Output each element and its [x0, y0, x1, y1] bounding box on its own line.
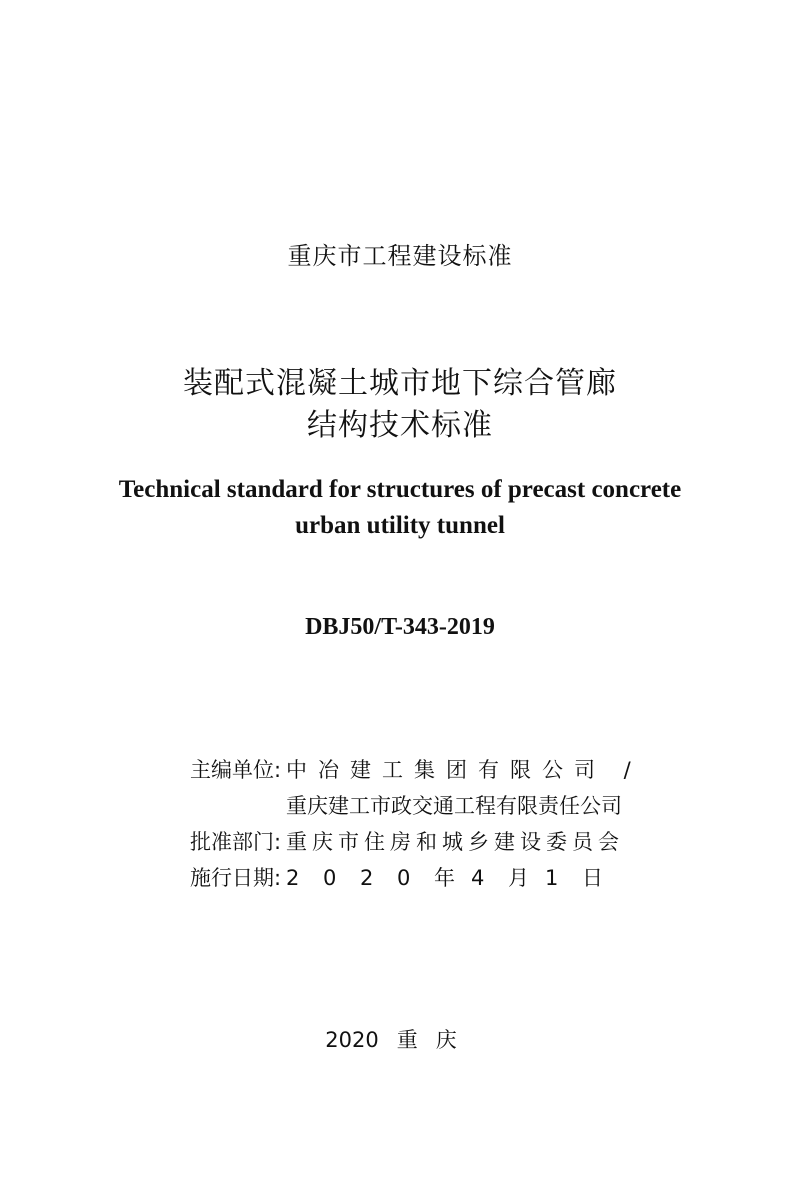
standard-series: 重庆市工程建设标准	[287, 242, 513, 270]
date-row	[190, 862, 619, 892]
editor-line-1: 中冶建工集团有限公司 /	[286, 758, 642, 782]
editor-row-2	[286, 790, 622, 820]
publication-footer	[0, 1024, 800, 1054]
approver-row	[190, 826, 624, 856]
date-char: 2	[360, 866, 374, 890]
standard-code: DBJ50/T-343-2019	[305, 614, 495, 640]
title-english-line-2: urban utility tunnel	[295, 512, 505, 539]
title-english-line-1: Technical standard for structures of precast concrete	[118, 476, 682, 503]
title-chinese-line-1: 装配式混凝土城市地下综合管廊	[183, 366, 617, 401]
date-value	[286, 862, 619, 892]
editor-label: 主编单位:	[190, 758, 282, 782]
title-chinese-line-2: 结构技术标准	[307, 408, 493, 443]
date-char: 年	[434, 866, 455, 890]
date-char: 日	[582, 866, 603, 890]
date-char: 月	[508, 866, 529, 890]
date-char: 1	[545, 866, 559, 890]
publication-city: 重庆	[396, 1028, 475, 1052]
date-char: 0	[397, 866, 411, 890]
editor-row	[190, 754, 642, 784]
approver-label: 批准部门:	[190, 830, 282, 854]
editor-line-2: 重庆建工市政交通工程有限责任公司	[286, 794, 622, 818]
approver-value: 重庆市住房和城乡建设委员会	[286, 830, 624, 854]
date-char: 2	[286, 866, 300, 890]
date-char: 0	[323, 866, 337, 890]
date-label: 施行日期:	[190, 866, 282, 890]
date-char: 4	[471, 866, 485, 890]
publication-year: 2020	[325, 1028, 379, 1052]
